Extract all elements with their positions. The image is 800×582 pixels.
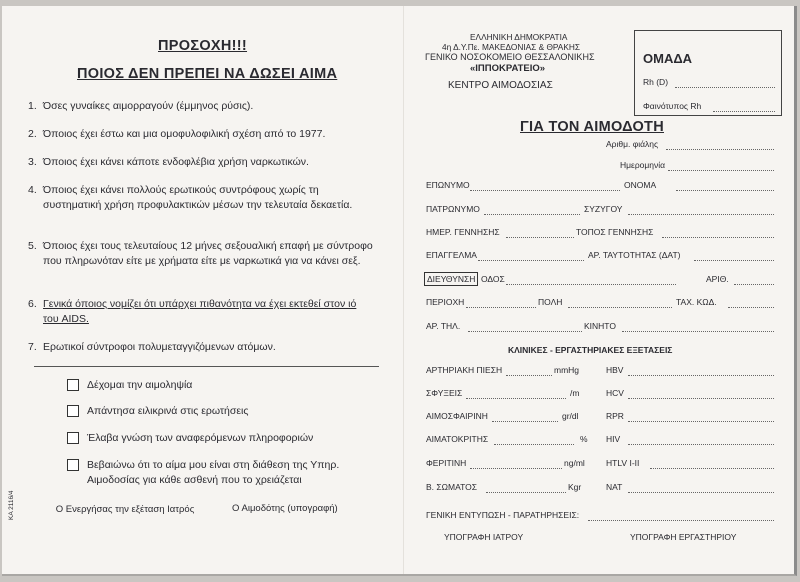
donor-signature-label: Ο Αιμοδότης (υπογραφή) [232,503,338,514]
city-label: ΠΟΛΗ [538,297,563,307]
lab-test-hbv: HBV [606,365,624,375]
htlv-field[interactable] [650,468,774,469]
id-number-field[interactable] [694,260,774,261]
hemoglobin-field[interactable] [492,421,558,422]
ferritin-field[interactable] [470,468,562,469]
body-weight-field[interactable] [486,492,566,493]
profession-field[interactable] [478,260,584,261]
checkbox[interactable] [67,432,79,444]
lab-test-htlv: HTLV I-II [606,458,640,468]
item-number: 7. [28,341,37,353]
date-field[interactable] [668,170,774,171]
doctor-signature-label: ΥΠΟΓΡΑΦΗ ΙΑΤΡΟΥ [444,532,524,542]
address-label: ΔΙΕΥΘΥΝΣΗ [424,272,478,286]
birth-date-field[interactable] [506,237,574,238]
lab-label-ferritin: ΦΕΡΙΤΙΝΗ [426,458,467,468]
area-field[interactable] [466,307,536,308]
name-field[interactable] [676,190,774,191]
area-label: ΠΕΡΙΟΧΗ [426,297,465,307]
rh-field[interactable] [675,87,775,88]
surname-field[interactable] [470,190,620,191]
surname-label: ΕΠΩΝΥΜΟ [426,180,470,190]
phone-label: ΑΡ. ΤΗΛ. [426,321,461,331]
item-number: 4. [28,184,37,196]
postal-code-label: ΤΑΧ. ΚΩΔ. [676,297,717,307]
item-text: Όποιος έχει κάνει πολλούς ερωτικούς συντρόφους χωρίς τη συστηματική χρήση προφυλακτικών μέσων την τελευταία δεκαετία. [43,184,353,211]
street-field[interactable] [506,284,676,285]
header-hospital: ΓΕΝΙΚΟ ΝΟΣΟΚΟΜΕΙΟ ΘΕΣΣΑΛΟΝΙΚΗΣ [425,52,595,62]
lab-signature-label: ΥΠΟΓΡΑΦΗ ΕΡΓΑΣΤΗΡΙΟΥ [630,532,737,542]
header-region: 4η Δ.Υ.Πε. ΜΑΚΕΔΟΝΙΑΣ & ΘΡΑΚΗΣ [442,42,580,52]
lab-test-hcv: HCV [606,388,624,398]
patronym-field[interactable] [484,214,580,215]
general-impression-label: ΓΕΝΙΚΗ ΕΝΤΥΠΩΣΗ - ΠΑΡΑΤΗΡΗΣΕΙΣ: [426,510,580,520]
street-number-label: ΑΡΙΘ. [706,274,729,284]
birth-date-label: ΗΜΕΡ. ΓΕΝΝΗΣΗΣ [426,227,500,237]
lab-test-hiv: HIV [606,434,621,444]
mobile-field[interactable] [622,331,774,332]
warning-subtitle: ΠΟΙΟΣ ΔΕΝ ΠΡΕΠΕΙ ΝΑ ΔΩΣΕΙ ΑΙΜΑ [77,66,338,82]
checkbox[interactable] [67,459,79,471]
mobile-label: ΚΙΝΗΤΟ [584,321,616,331]
id-number-label: ΑΡ. ΤΑΥΤΟΤΗΤΑΣ (ΔΑΤ) [588,250,681,260]
name-label: ΟΝΟΜΑ [624,180,657,190]
city-field[interactable] [568,307,672,308]
checkbox-label: Έλαβα γνώση των αναφερόμενων πληροφοριών [87,432,314,444]
lab-label-pulse: ΣΦΥΞΕΙΣ [426,388,463,398]
lab-label-hematocrit: ΑΙΜΑΤΟΚΡΙΤΗΣ [426,434,489,444]
section-divider [34,366,379,367]
lab-unit: gr/dl [562,411,579,421]
card-fold-line [403,6,404,574]
spouse-label: ΣΥΖΥΓΟΥ [584,204,623,214]
bottle-number-label: Αριθμ. φιάλης [606,139,659,149]
item-number: 3. [28,156,37,168]
checkbox[interactable] [67,379,79,391]
rh-label: Rh (D) [643,77,669,87]
item-text: Όσες γυναίκες αιμορραγούν (έμμηνος ρύσις). [43,100,254,112]
examiner-signature-label: Ο Ενεργήσας την εξέταση Ιατρός [55,504,195,515]
lab-test-nat: NAT [606,482,623,492]
item-number: 6. [28,298,37,310]
checkbox-label: Απάντησα ειλικρινά στις ερωτήσεις [87,405,249,417]
nat-field[interactable] [628,492,774,493]
form-code: ΚΑ 2116/4 [8,490,15,520]
birth-place-label: ΤΟΠΟΣ ΓΕΝΝΗΣΗΣ [576,227,654,237]
item-text: Όποιος έχει κάνει κάποτε ενδοφλέβια χρήση ναρκωτικών. [43,156,309,168]
lab-unit: mmHg [554,365,580,375]
checkbox-label: Βεβαιώνω ότι το αίμα μου είναι στη διάθεση της Υπηρ. Αιμοδοσίας για κάθε ασθενή που το χρειάζεται [87,459,340,486]
item-text: Γενικά όποιος νομίζει ότι υπάρχει πιθανότητα να έχει εκτεθεί στον ιό του AIDS. [43,298,357,325]
item-text: Ερωτικοί σύντροφοι πολυμεταγγιζόμενων ατόμων. [43,341,276,353]
hbv-field[interactable] [628,375,774,376]
checkbox-label: Δέχομαι την αιμοληψία [87,379,193,391]
birth-place-field[interactable] [662,237,774,238]
lab-label-blood-pressure: ΑΡΤΗΡΙΑΚΗ ΠΙΕΣΗ [426,365,503,375]
blood-group-title: ΟΜΑΔΑ [643,51,693,66]
postal-code-field[interactable] [728,307,774,308]
lab-unit: % [580,434,588,444]
general-impression-field[interactable] [588,520,774,521]
street-label: ΟΔΟΣ [481,274,505,284]
blood-group-box [634,30,782,116]
lab-unit: /m [570,388,580,398]
lab-label-body-weight: Β. ΣΩΜΑΤΟΣ [426,482,478,492]
item-number: 2. [28,128,37,140]
item-number: 1. [28,100,37,112]
checkbox[interactable] [67,405,79,417]
patronym-label: ΠΑΤΡΩΝΥΜΟ [426,204,480,214]
profession-label: ΕΠΑΓΓΕΛΜΑ [426,250,477,260]
warning-title: ΠΡΟΣΟΧΗ!!! [158,38,248,54]
hiv-field[interactable] [628,444,774,445]
header-republic: ΕΛΛΗΝΙΚΗ ΔΗΜΟΚΡΑΤΙΑ [470,32,568,42]
phenotype-field[interactable] [713,111,775,112]
phenotype-label: Φαινότυπος Rh [643,101,702,111]
phone-field[interactable] [468,331,582,332]
hcv-field[interactable] [628,398,774,399]
street-number-field[interactable] [734,284,774,285]
item-number: 5. [28,240,37,252]
lab-section-title: ΚΛΙΝΙΚΕΣ - ΕΡΓΑΣΤΗΡΙΑΚΕΣ ΕΞΕΤΑΣΕΙΣ [508,345,673,355]
lab-unit: Kgr [568,482,582,492]
item-text: Όποιος έχει έστω και μια ομοφυλοφιλική σχέση από το 1977. [43,128,326,140]
bottle-number-field[interactable] [666,149,774,150]
hematocrit-field[interactable] [494,444,574,445]
lab-test-rpr: RPR [606,411,624,421]
header-blood-center: ΚΕΝΤΡΟ ΑΙΜΟΔΟΣΙΑΣ [448,80,553,91]
spouse-field[interactable] [628,214,774,215]
lab-label-hemoglobin: ΑΙΜΟΣΦΑΙΡΙΝΗ [426,411,488,421]
item-text: Όποιος έχει τους τελευταίους 12 μήνες σεξουαλική επαφή με σύντροφο που πληρωνόταν είτε με χρήματα είτε με ναρκωτικά για να κάνει σεξ. [43,240,373,267]
rpr-field[interactable] [628,421,774,422]
header-hospital-name: «ΙΠΠΟΚΡΑΤΕΙΟ» [470,63,546,74]
donor-section-title: ΓΙΑ ΤΟΝ ΑΙΜΟΔΟΤΗ [520,119,664,135]
date-label: Ημερομηνία [620,160,666,170]
lab-unit: ng/ml [564,458,585,468]
blood-pressure-field[interactable] [506,375,552,376]
pulse-field[interactable] [466,398,566,399]
